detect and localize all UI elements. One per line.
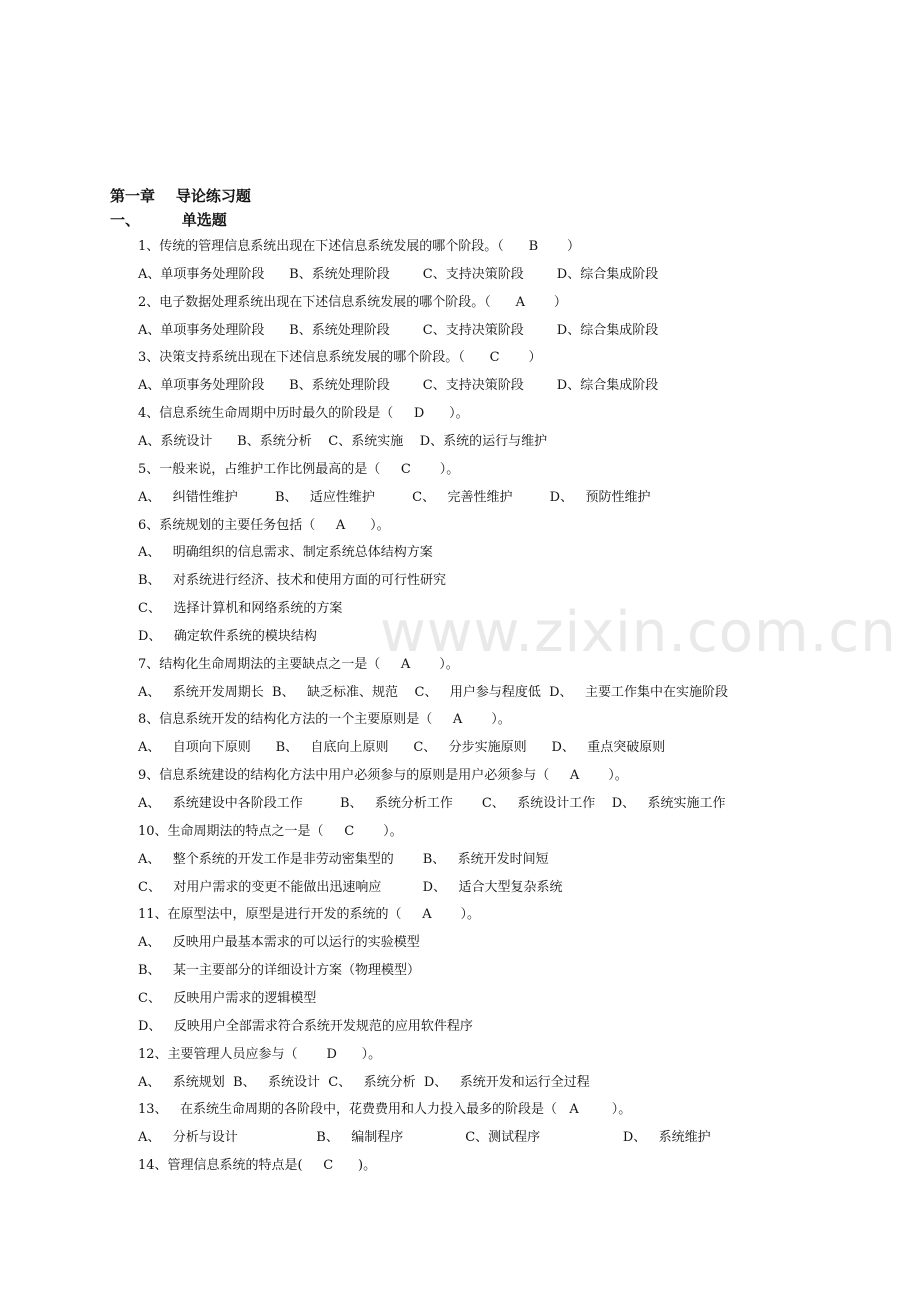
option-line: C、 对用户需求的变更不能做出迅速响应 D、 适合大型复杂系统	[138, 880, 563, 895]
question-line: 8、信息系统开发的结构化方法的一个主要原则是（ A ）。	[138, 712, 511, 727]
question-line: 2、电子数据处理系统出现在下述信息系统发展的哪个阶段。（ A ）	[138, 295, 567, 310]
option-line: A、 整个系统的开发工作是非劳动密集型的 B、 系统开发时间短	[138, 852, 549, 867]
section-title: 一、 单选题	[110, 211, 227, 229]
question-line: 3、决策支持系统出现在下述信息系统发展的哪个阶段。（ C ）	[138, 350, 542, 365]
option-line: B、 某一主要部分的详细设计方案（物理模型）	[138, 963, 420, 978]
question-line: 7、结构化生命周期法的主要缺点之一是（ A ）。	[138, 657, 459, 672]
option-line: A、 自项向下原则 B、 自底向上原则 C、 分步实施原则 D、 重点突破原则	[138, 740, 666, 755]
question-line: 4、信息系统生命周期中历时最久的阶段是（ D ）。	[138, 406, 469, 421]
option-line: A、单项事务处理阶段 B、系统处理阶段 C、支持决策阶段 D、综合集成阶段	[138, 378, 659, 393]
option-line: A、 系统建设中各阶段工作 B、 系统分析工作 C、 系统设计工作 D、 系统实施工作	[138, 796, 726, 811]
option-line: A、 系统开发周期长 B、 缺乏标准、规范 C、 用户参与程度低 D、 主要工作集中在实施阶段	[138, 685, 728, 700]
option-line: C、 选择计算机和网络系统的方案	[138, 601, 343, 616]
question-line: 6、系统规划的主要任务包括（ A ）。	[138, 518, 390, 533]
option-line: D、 确定软件系统的模块结构	[138, 629, 317, 644]
question-line: 14、管理信息系统的特点是( C )。	[138, 1158, 377, 1173]
option-line: A、单项事务处理阶段 B、系统处理阶段 C、支持决策阶段 D、综合集成阶段	[138, 323, 659, 338]
question-line: 12、主要管理人员应参与（ D ）。	[138, 1047, 382, 1062]
option-line: A、 分析与设计 B、 编制程序 C、测试程序 D、 系统维护	[138, 1130, 711, 1145]
question-line: 13、 在系统生命周期的各阶段中，花费费用和人力投入最多的阶段是（ A ）。	[138, 1102, 632, 1117]
question-line: 5、一般来说，占维护工作比例最高的是（ C ）。	[138, 462, 460, 477]
option-line: A、单项事务处理阶段 B、系统处理阶段 C、支持决策阶段 D、综合集成阶段	[138, 267, 659, 282]
option-line: C、 反映用户需求的逻辑模型	[138, 991, 317, 1006]
option-line: A、系统设计 B、系统分析 C、系统实施 D、系统的运行与维护	[138, 434, 548, 449]
chapter-title: 第一章 导论练习题	[110, 187, 251, 205]
option-line: A、 系统规划 B、 系统设计 C、 系统分析 D、 系统开发和运行全过程	[138, 1075, 590, 1090]
question-line: 10、生命周期法的特点之一是（ C ）。	[138, 824, 403, 839]
option-line: B、 对系统进行经济、技术和使用方面的可行性研究	[138, 573, 446, 588]
option-line: A、 纠错性维护 B、 适应性维护 C、 完善性维护 D、 预防性维护	[138, 490, 651, 505]
question-line: 9、信息系统建设的结构化方法中用户必须参与的原则是用户必须参与（ A ）。	[138, 768, 628, 783]
question-line: 11、在原型法中，原型是进行开发的系统的（ A ）。	[138, 907, 481, 922]
watermark: www.zixin.com.cn	[380, 600, 897, 665]
option-line: D、 反映用户全部需求符合系统开发规范的应用软件程序	[138, 1019, 473, 1034]
question-line: 1、传统的管理信息系统出现在下述信息系统发展的哪个阶段。（ B ）	[138, 239, 581, 254]
option-line: A、 明确组织的信息需求、制定系统总体结构方案	[138, 545, 433, 560]
option-line: A、 反映用户最基本需求的可以运行的实验模型	[138, 935, 420, 950]
